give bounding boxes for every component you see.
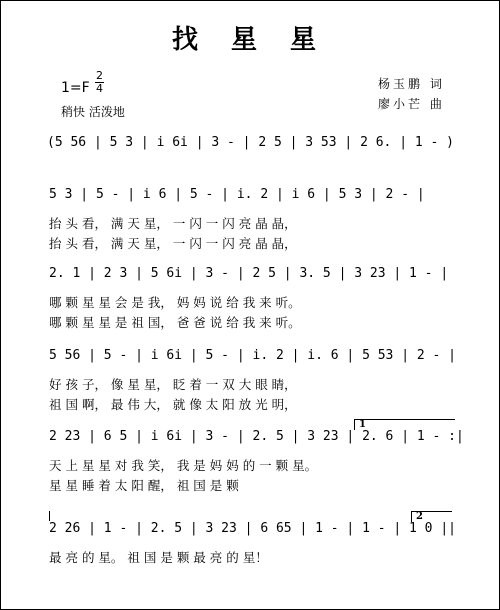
volta-2-label: 2: [416, 511, 423, 522]
notation-line: [1, 187, 499, 207]
song-title: 找 星 星: [171, 25, 329, 55]
lyric-verse-1: 最 亮 的 星。 祖 国 是 颗 最 亮 的 星！: [49, 550, 268, 565]
lyric-verse-1: 好 孩 子， 像 星 星， 眨 着 一 双 大 眼 睛，: [49, 377, 297, 392]
volta-1-label: 1: [359, 419, 366, 430]
note-text: 2. 1 | 2 3 | 5 6i | 3 - | 2 5 | 3. 5 | 3 23 | 1 - |: [49, 266, 449, 281]
time-signature: [95, 71, 104, 94]
lyric-verse-1: 哪 颗 星 星 会 是 我， 妈 妈 说 给 我 来 听。: [49, 295, 301, 310]
lyric-verse-2: 星 星 睡 着 太 阳 醒， 祖 国 是 颗: [49, 478, 239, 493]
notation-line: [1, 348, 499, 368]
lyric-verse-1: 抬 头 看， 满 天 星， 一 闪 一 闪 亮 晶 晶，: [49, 216, 297, 231]
tempo-marking: 稍快 活泼地: [61, 105, 125, 119]
key-signature: 1=F: [61, 80, 90, 96]
note-text: (5 56 | 5 3 | i 6i | 3 - | 2 5 | 3 53 | 2 6. | 1 - ): [47, 135, 454, 150]
meter-top: 2: [96, 69, 103, 82]
note-text: 2 23 | 6 5 | i 6i | 3 - | 2. 5 | 3 23 | 2. 6 | 1 - :|: [49, 429, 464, 444]
composer-credit: 廖小芒 曲: [378, 97, 445, 111]
lyric-verse-2: 祖 国 啊， 最 伟 大， 就 像 太 阳 放 光 明，: [49, 397, 297, 412]
lyric-verse-2: 哪 颗 星 星 是 祖 国， 爸 爸 说 给 我 来 听。: [49, 315, 301, 330]
second-ending-bracket: [49, 511, 50, 521]
lyric-verse-1: 天 上 星 星 对 我 笑， 我 是 妈 妈 的 一 颗 星。: [49, 458, 318, 473]
lyric-verse-2: 抬 头 看， 满 天 星， 一 闪 一 闪 亮 晶 晶，: [49, 236, 297, 251]
lyricist-credit: 杨玉鹏 词: [378, 77, 445, 91]
notation-line: [1, 521, 499, 541]
meter-bottom: 4: [96, 82, 103, 95]
notation-line: [1, 266, 499, 286]
note-text: 5 3 | 5 - | i 6 | 5 - | i. 2 | i 6 | 5 3 | 2 - |: [49, 187, 425, 202]
note-text: 5 56 | 5 - | i 6i | 5 - | i. 2 | i. 6 | 5 53 | 2 - |: [49, 348, 456, 363]
notation-line: [1, 429, 499, 449]
note-text: 2 26 | 1 - | 2. 5 | 3 23 | 6 65 | 1 - | 1 - | 1 0 ||: [49, 521, 456, 536]
notation-line: [1, 135, 499, 155]
